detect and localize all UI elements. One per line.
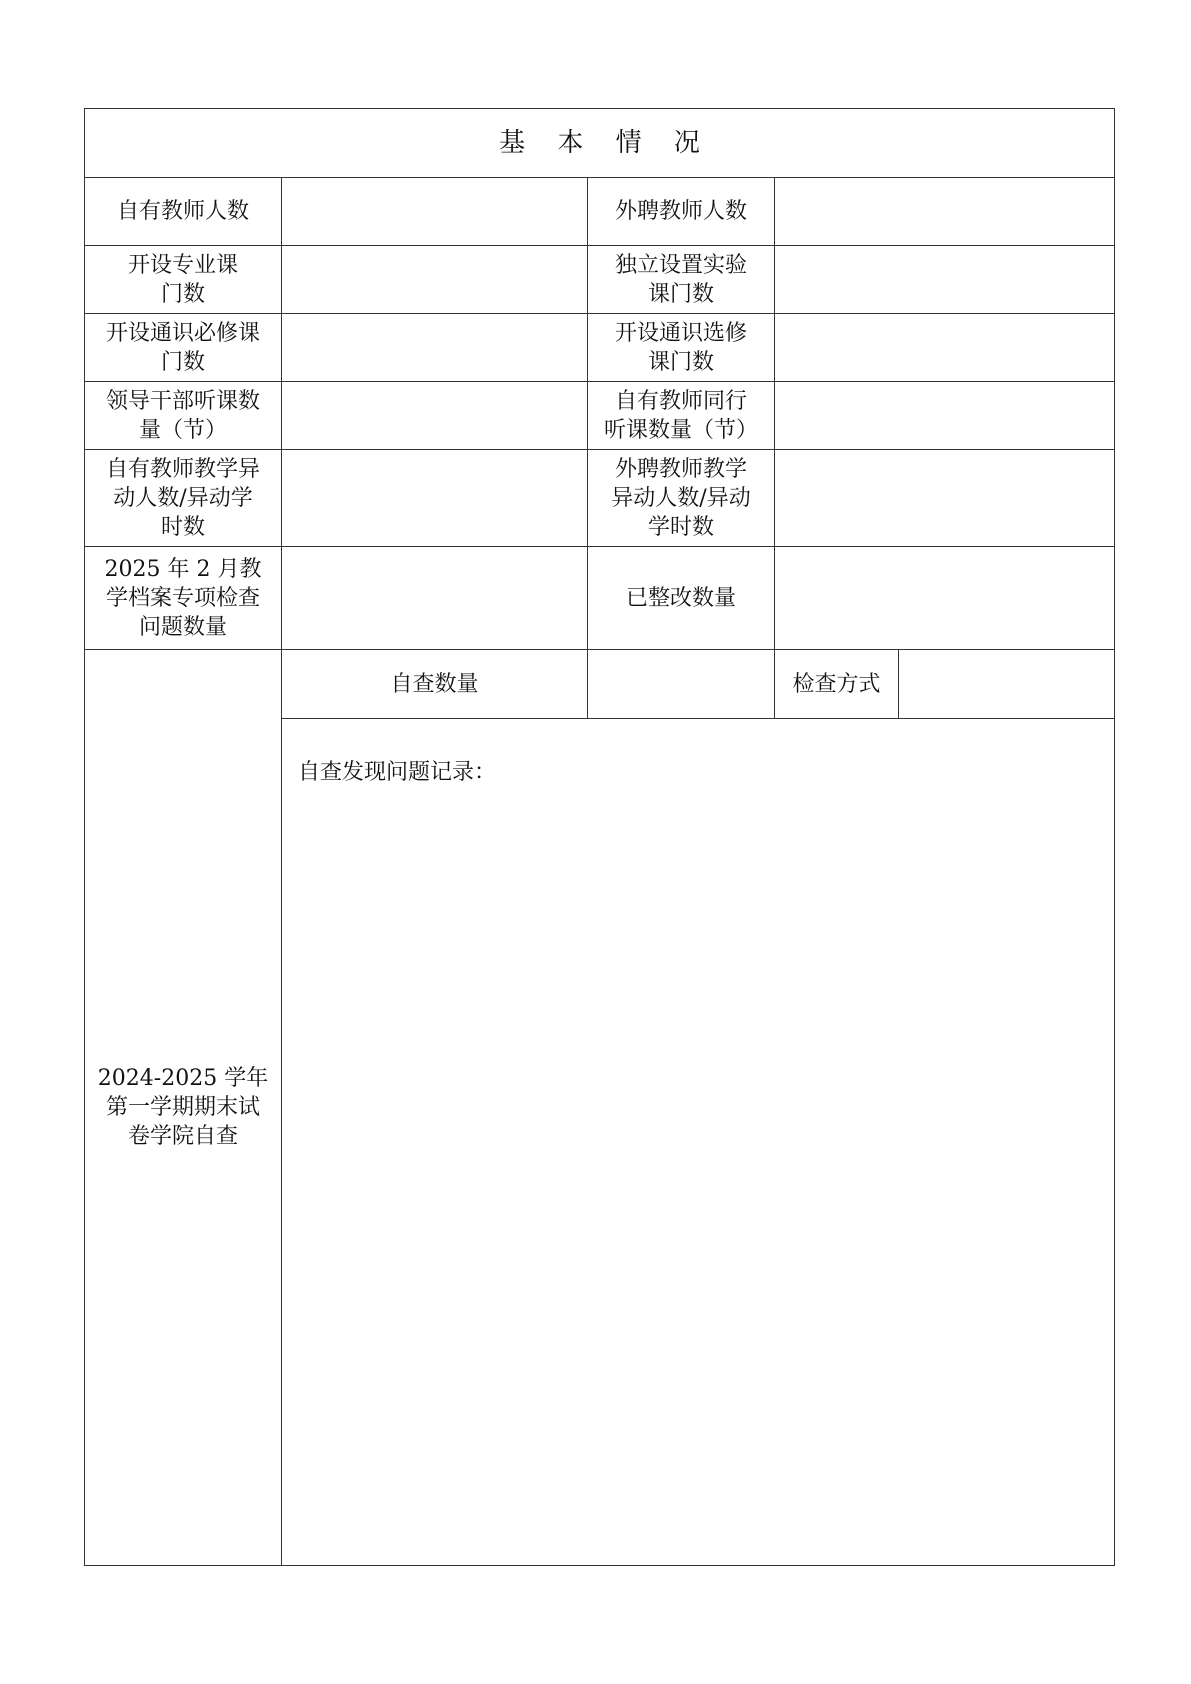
- label-lab-courses: 独立设置实验 课门数: [588, 246, 775, 314]
- value-lab-courses[interactable]: [775, 246, 1115, 314]
- value-own-teaching-changes[interactable]: [282, 450, 588, 547]
- value-own-teachers[interactable]: [282, 178, 588, 246]
- value-rectified-count[interactable]: [775, 547, 1115, 650]
- label-external-teachers: 外聘教师人数: [588, 178, 775, 246]
- label-exam-self-check: 2024-2025 学年 第一学期期末试 卷学院自查: [85, 650, 282, 1566]
- label-rectified-count: 已整改数量: [588, 547, 775, 650]
- value-check-method[interactable]: [899, 650, 1115, 719]
- self-check-record-area[interactable]: [282, 719, 1115, 1566]
- table-title: 基 本 情 况: [85, 109, 1115, 178]
- value-external-teaching-changes[interactable]: [775, 450, 1115, 547]
- label-check-method: 检查方式: [775, 650, 899, 719]
- label-external-teaching-changes: 外聘教师教学 异动人数/异动 学时数: [588, 450, 775, 547]
- label-archive-check-issues: 2025 年 2 月教 学档案专项检查 问题数量: [85, 547, 282, 650]
- basic-info-table: [84, 108, 1115, 1566]
- label-major-courses: 开设专业课 门数: [85, 246, 282, 314]
- value-peer-observations[interactable]: [775, 382, 1115, 450]
- label-own-teachers: 自有教师人数: [85, 178, 282, 246]
- value-general-elective-courses[interactable]: [775, 314, 1115, 382]
- label-general-required-courses: 开设通识必修课 门数: [85, 314, 282, 382]
- label-own-teaching-changes: 自有教师教学异 动人数/异动学 时数: [85, 450, 282, 547]
- label-peer-observations: 自有教师同行 听课数量（节）: [588, 382, 775, 450]
- self-check-record-label: 自查发现问题记录：: [298, 760, 497, 785]
- value-external-teachers[interactable]: [775, 178, 1115, 246]
- label-general-elective-courses: 开设通识选修 课门数: [588, 314, 775, 382]
- value-self-check-count[interactable]: [588, 650, 775, 719]
- value-general-required-courses[interactable]: [282, 314, 588, 382]
- label-self-check-count: 自查数量: [282, 650, 588, 719]
- value-archive-check-issues[interactable]: [282, 547, 588, 650]
- value-major-courses[interactable]: [282, 246, 588, 314]
- label-leader-observations: 领导干部听课数 量（节）: [85, 382, 282, 450]
- value-leader-observations[interactable]: [282, 382, 588, 450]
